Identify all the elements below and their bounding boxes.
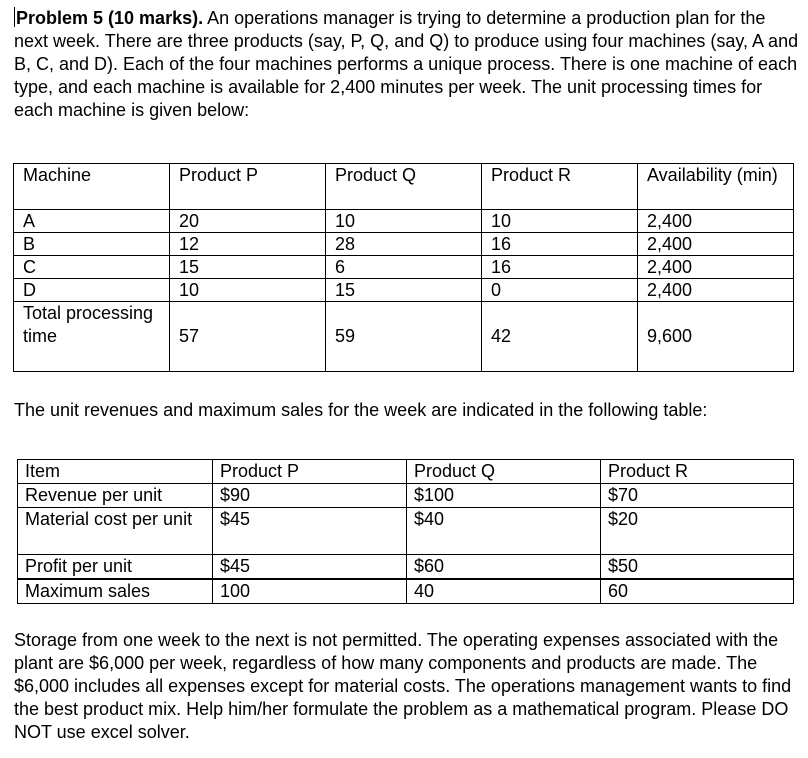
table-row (18, 555, 794, 580)
table-cell: 28 (326, 233, 482, 256)
table-cell: 20 (170, 210, 326, 233)
table-cell: $60 (407, 555, 601, 580)
header-cell: Product R (601, 460, 794, 484)
table-cell: $45 (213, 508, 407, 555)
total-cell: 9,600 (638, 302, 794, 372)
table-row (18, 508, 794, 555)
table-cell: 15 (326, 279, 482, 302)
table-cell: 2,400 (638, 256, 794, 279)
table-cell: 16 (482, 256, 638, 279)
problem-closing-text: Storage from one week to the next is not permitted. The operating expenses associated with the plant are $6,000 per week, regardless of how many components and products are made. The $6,000 includes all expenses except for material costs. The operations management wants to find the best product mix. Help him/her formulate the problem as a mathematical program. Please DO NOT use excel solver. (14, 630, 792, 742)
table-row (14, 256, 794, 279)
table-cell: Material cost per unit (18, 508, 213, 555)
problem-intro (14, 7, 799, 122)
header-cell: Product Q (407, 460, 601, 484)
table-cell: 40 (407, 579, 601, 604)
total-cell: 42 (482, 302, 638, 372)
table-cell: D (14, 279, 170, 302)
header-cell: Availability (min) (638, 164, 794, 210)
table-cell: Revenue per unit (18, 484, 213, 508)
table-row (18, 484, 794, 508)
table-cell: $70 (601, 484, 794, 508)
table-cell: $100 (407, 484, 601, 508)
table-cell: Maximum sales (18, 579, 213, 604)
table-cell: 0 (482, 279, 638, 302)
table-row (18, 579, 794, 604)
table-cell: $20 (601, 508, 794, 555)
table-cell: 10 (170, 279, 326, 302)
table-cell: 2,400 (638, 210, 794, 233)
problem-intro-text: An operations manager is trying to determine a production plan for the next week. There are three products (say, P, Q, and Q) to produce using four machines (say, A and B, C, and D). Each of the four machines performs a unique process. There is one machine of each type, and each machine is available for 2,400 minutes per week. The unit processing times for each machine is given below: (14, 8, 799, 120)
table-cell: 15 (170, 256, 326, 279)
header-cell: Product R (482, 164, 638, 210)
table-cell: B (14, 233, 170, 256)
total-cell: 57 (170, 302, 326, 372)
table-cell: 2,400 (638, 279, 794, 302)
table-cell: $40 (407, 508, 601, 555)
table-cell: 12 (170, 233, 326, 256)
header-cell: Product P (170, 164, 326, 210)
table-cell: 10 (482, 210, 638, 233)
header-cell: Machine (14, 164, 170, 210)
table-row (14, 210, 794, 233)
table-header-row (14, 164, 794, 210)
table-cell: 6 (326, 256, 482, 279)
table-cell: 100 (213, 579, 407, 604)
header-cell: Item (18, 460, 213, 484)
table-cell: $50 (601, 555, 794, 580)
revenue-sales-table (17, 459, 794, 604)
table-cell: 2,400 (638, 233, 794, 256)
table-cell: A (14, 210, 170, 233)
revenue-intro-text: The unit revenues and maximum sales for the week are indicated in the following table: (14, 400, 708, 420)
table-cell: Profit per unit (18, 555, 213, 580)
table-cell: $45 (213, 555, 407, 580)
table-row (14, 233, 794, 256)
header-cell: Product P (213, 460, 407, 484)
total-cell: 59 (326, 302, 482, 372)
table-cell: 10 (326, 210, 482, 233)
table-row (14, 279, 794, 302)
table-cell: C (14, 256, 170, 279)
total-row (14, 302, 794, 372)
total-label: Total processing time (14, 302, 170, 372)
problem-heading: Problem 5 (10 marks). (16, 8, 204, 28)
processing-times-table (13, 163, 794, 372)
text-cursor (14, 7, 15, 27)
table-cell: $90 (213, 484, 407, 508)
table-cell: 60 (601, 579, 794, 604)
table-header-row (18, 460, 794, 484)
table-cell: 16 (482, 233, 638, 256)
header-cell: Product Q (326, 164, 482, 210)
